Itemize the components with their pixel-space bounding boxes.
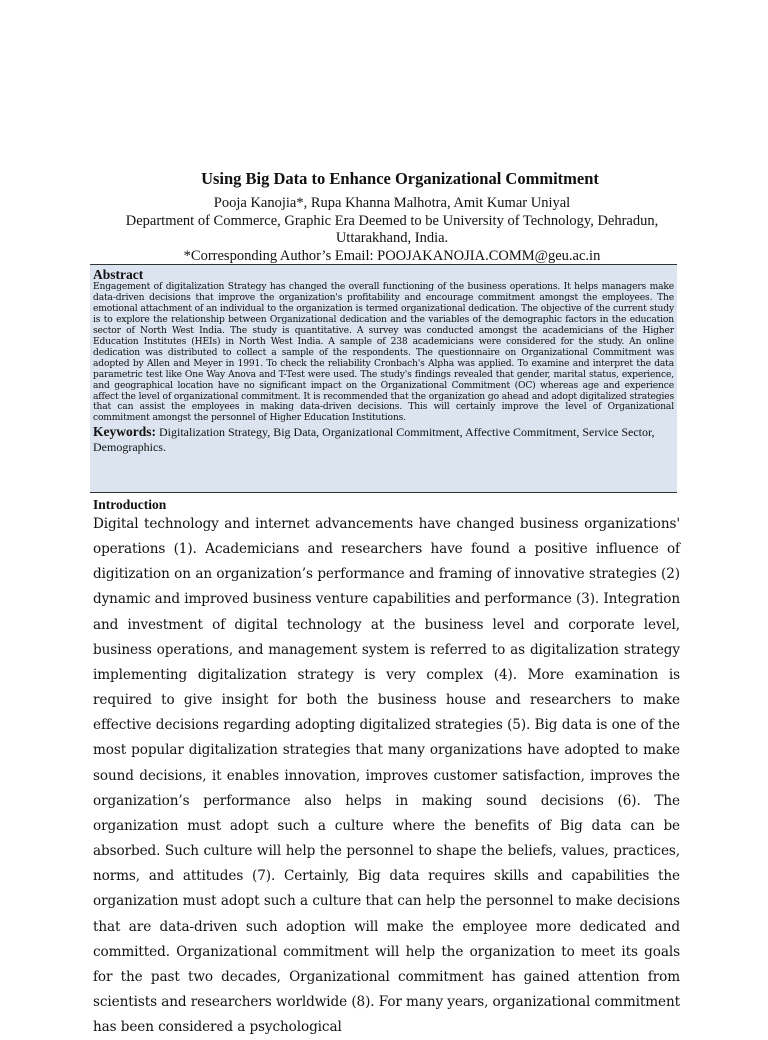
affiliation-line-1: Department of Commerce, Graphic Era Deemed to be University of Technology, Dehradun,: [125, 212, 659, 229]
authors: Pooja Kanojia*, Rupa Khanna Malhotra, Amit Kumar Uniyal: [213, 195, 571, 211]
paper-title: Using Big Data to Enhance Organizational Commitment: [201, 169, 599, 188]
abstract-text: Engagement of digitalization Strategy has changed the overall functioning of the business operations. It helps managers make data-driven decisions that improve the organization's profitability and encourage commitment amongst the employees. The emotional attachment of an individual to the organization is termed organizational dedication. The objective of the current study is to explore the relationship between Organizational dedication and the variables of the demographic factors in the education sector of North West India. The study is quantitative. A survey was conducted amongst the academicians of the Higher Education Institutes (HEIs) in North West India. A sample of 238 academicians were considered for the study. An online dedication was distributed to collect a sample of the respondents. The questionnaire on Organizational Commitment was adopted by Allen and Meyer in 1991. To check the reliability Cronbach's Alpha was applied. To examine and interpret the data parametric test like One Way Anova and T-Test were used. The study's findings revealed that gender, marital status, experience, and geographical location have no significant impact on the Organizational Commitment (OC) whereas age and experience affect the level of organizational commitment. It is recommended that the organization go ahead and adopt digitalized strategies that can assist the employees in making data-driven decisions. This will certainly improve the level of Organizational commitment amongst the personnel of Higher Education Institutions.: [93, 282, 674, 424]
affiliation-line-2: Uttarakhand, India.: [335, 230, 449, 246]
abstract-heading: Abstract: [93, 267, 144, 282]
introduction-text: Digital technology and internet advancements have changed business organizations' operations (1). Academicians and researchers have found a positive influence of digitization on an organization’s performance and framing of innovative strategies (2) dynamic and improved business venture capabilities and performance (3). Integration and investment of digital technology at the business level and corporate level, business operations, and management system is referred to as digitalization strategy implementing digitalization strategy is very complex (4). More examination is required to give insight for both the business house and researchers to make effective decisions regarding adopting digitalized strategies (5). Big data is one of the most popular digitalization strategies that many organizations have adopted to make sound decisions, it enables innovation, improves customer satisfaction, improves the organization’s performance also helps in making sound decisions (6). The organization must adopt such a culture where the benefits of Big data can be absorbed. Such culture will help the personnel to shape the beliefs, values, practices, norms, and attitudes (7). Certainly, Big data requires skills and capabilities the organization must adopt such a culture that can help the personnel to make decisions that are data-driven such adoption will make the employee more dedicated and committed. Organizational commitment will help the organization to meet its goals for the past two decades, Organizational commitment has gained attention from scientists and researchers worldwide (8). For many years, organizational commitment has been considered a psychological: [93, 516, 680, 1036]
keywords-text: Digitalization Strategy, Big Data, Organizational Commitment, Affective Commitment, Service Sector, Demographics.: [93, 425, 655, 454]
keywords: [93, 425, 674, 454]
introduction-heading: Introduction: [93, 497, 167, 512]
author-block: [92, 195, 692, 265]
keywords-label: Keywords:: [93, 424, 156, 440]
abstract-box: [90, 264, 677, 493]
corresponding-author: *Corresponding Author’s Email: POOJAKANOJIA.COMM@geu.ac.in: [183, 247, 601, 264]
